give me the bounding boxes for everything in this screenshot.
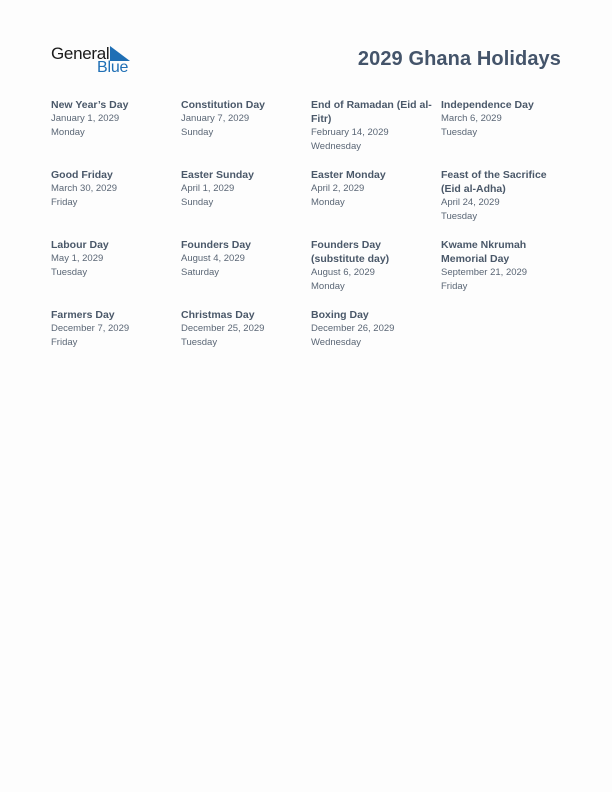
holiday-date: March 30, 2029	[51, 183, 118, 194]
holiday-name: Feast of the Sacrifice (Eid al-Adha)	[441, 169, 547, 195]
holiday-item	[441, 168, 563, 238]
holiday-weekday: Friday	[51, 336, 78, 348]
holiday-name: Boxing Day	[311, 309, 369, 321]
holiday-date: May 1, 2029	[51, 253, 104, 264]
holiday-name: Easter Sunday	[181, 169, 254, 181]
holiday-name: Farmers Day	[51, 309, 115, 321]
holiday-item	[311, 168, 441, 238]
holiday-item	[51, 308, 181, 378]
holiday-item	[311, 98, 441, 168]
holiday-item	[181, 168, 311, 238]
holiday-item	[51, 168, 181, 238]
holiday-date: September 21, 2029	[441, 267, 528, 278]
logo-word-general: General	[51, 44, 110, 63]
holiday-date: February 14, 2029	[311, 127, 389, 138]
holiday-weekday: Monday	[311, 196, 345, 208]
holiday-weekday: Tuesday	[441, 126, 478, 138]
holiday-date: January 7, 2029	[181, 113, 250, 124]
holiday-item	[441, 238, 563, 308]
holiday-weekday: Wednesday	[311, 140, 361, 152]
holiday-item	[441, 98, 563, 168]
holiday-date: August 6, 2029	[311, 267, 375, 278]
holiday-weekday: Saturday	[181, 266, 220, 278]
holiday-date: December 25, 2029	[181, 323, 265, 334]
holiday-weekday: Tuesday	[181, 336, 218, 348]
holiday-item	[51, 98, 181, 168]
holiday-date: April 1, 2029	[181, 183, 235, 194]
holiday-date: April 2, 2029	[311, 183, 365, 194]
holiday-weekday: Friday	[51, 196, 78, 208]
holiday-date: April 24, 2029	[441, 197, 500, 208]
brand-logo	[50, 43, 140, 79]
holiday-weekday: Monday	[311, 280, 345, 292]
holiday-grid	[51, 98, 563, 378]
holiday-name: New Year’s Day	[51, 99, 129, 111]
holiday-name: Independence Day	[441, 99, 534, 111]
holiday-date: December 7, 2029	[51, 323, 130, 334]
holiday-name: Christmas Day	[181, 309, 255, 321]
holiday-weekday: Tuesday	[441, 210, 478, 222]
holiday-item	[181, 98, 311, 168]
holiday-date: March 6, 2029	[441, 113, 502, 124]
holiday-weekday: Friday	[441, 280, 468, 292]
holiday-date: August 4, 2029	[181, 253, 245, 264]
holiday-item	[181, 308, 311, 378]
holiday-item	[311, 308, 441, 378]
holiday-weekday: Tuesday	[51, 266, 88, 278]
holiday-item	[311, 238, 441, 308]
holiday-weekday: Monday	[51, 126, 85, 138]
holiday-name: Founders Day (substitute day)	[311, 239, 390, 265]
holiday-name: Founders Day	[181, 239, 252, 251]
holiday-weekday: Wednesday	[311, 336, 361, 348]
holiday-name: Constitution Day	[181, 99, 265, 111]
holiday-name: End of Ramadan (Eid al-Fitr)	[311, 99, 432, 125]
holiday-date: December 26, 2029	[311, 323, 395, 334]
holiday-item	[181, 238, 311, 308]
holiday-weekday: Sunday	[181, 196, 214, 208]
holiday-name: Kwame Nkrumah Memorial Day	[441, 239, 527, 265]
logo-word-blue: Blue	[97, 59, 129, 76]
page-title: 2029 Ghana Holidays	[357, 48, 561, 70]
holiday-weekday: Sunday	[181, 126, 214, 138]
holiday-date: January 1, 2029	[51, 113, 120, 124]
holiday-name: Labour Day	[51, 239, 109, 251]
holiday-item	[51, 238, 181, 308]
holiday-name: Easter Monday	[311, 169, 386, 181]
holiday-name: Good Friday	[51, 169, 113, 181]
